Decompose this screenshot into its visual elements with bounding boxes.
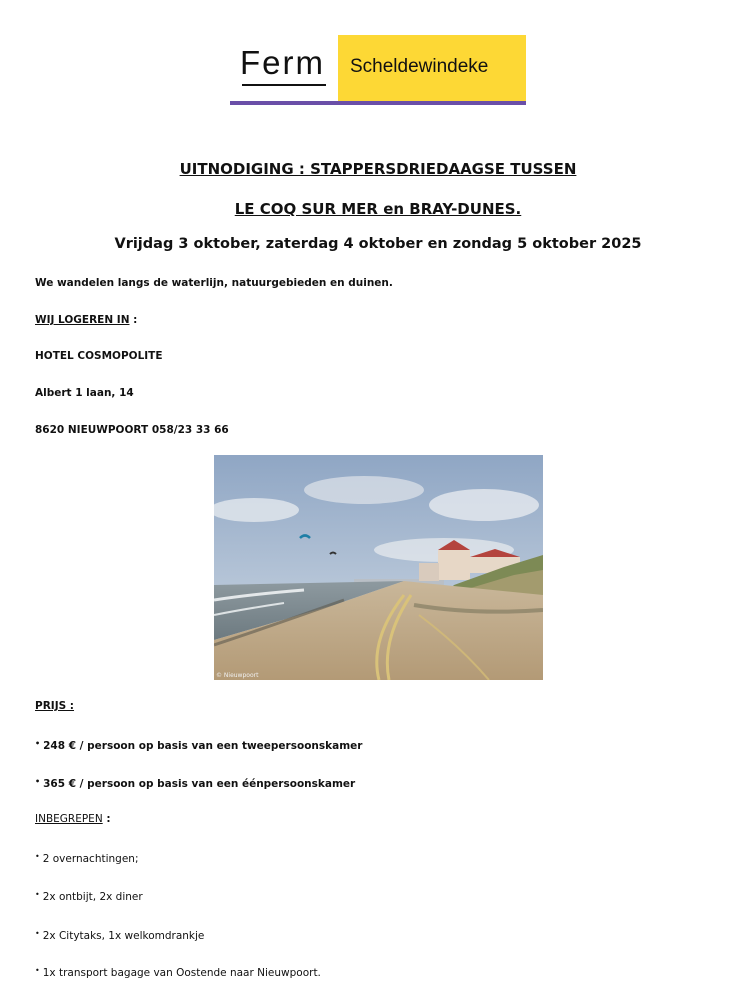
included-item-3-text: 2x Citytaks, 1x welkomdrankje	[42, 930, 205, 942]
bullet-icon: •	[35, 966, 40, 975]
included-item-2	[35, 890, 143, 903]
included-item-4-text: 1x transport bagage van Oostende naar Nieuwpoort.	[42, 967, 321, 979]
beach-photo	[214, 455, 543, 680]
hotel-heading-label: WIJ LOGEREN IN	[35, 314, 130, 326]
hotel-city-phone: 8620 NIEUWPOORT 058/23 33 66	[35, 424, 229, 436]
bullet-icon: •	[35, 739, 41, 748]
bullet-icon: •	[35, 890, 40, 899]
price-item-1-text: 248 € / persoon op basis van een tweepersoonskamer	[43, 740, 363, 752]
hotel-name: HOTEL COSMOPOLITE	[35, 350, 163, 362]
title-line-2: LE COQ SUR MER en BRAY-DUNES.	[234, 200, 522, 218]
price-item-2	[35, 777, 355, 790]
beach-photo-svg	[214, 455, 543, 680]
dates-line: Vrijdag 3 oktober, zaterdag 4 oktober en zondag 5 oktober 2025	[114, 236, 642, 252]
logo-purple-bar	[230, 101, 526, 105]
intro-text: We wandelen langs de waterlijn, natuurgebieden en duinen.	[35, 277, 393, 289]
hotel-street: Albert 1 laan, 14	[35, 387, 134, 399]
price-item-2-text: 365 € / persoon op basis van een éénpersoonskamer	[43, 778, 356, 790]
logo-location-text: Scheldewindeke	[350, 56, 489, 77]
bullet-icon: •	[35, 777, 41, 786]
included-item-4	[35, 966, 321, 979]
bullet-icon: •	[35, 929, 40, 938]
bullet-icon: •	[35, 852, 40, 861]
hotel-heading	[35, 314, 137, 326]
logo-yellow-box	[338, 35, 526, 101]
title-line-1: UITNODIGING : STAPPERSDRIEDAAGSE TUSSEN	[179, 160, 577, 178]
ferm-logo	[230, 34, 526, 106]
included-item-3	[35, 929, 204, 942]
included-item-1-text: 2 overnachtingen;	[42, 853, 139, 865]
price-heading: PRIJS :	[35, 700, 75, 712]
included-heading	[35, 813, 111, 825]
hotel-heading-colon: :	[129, 314, 138, 326]
included-heading-label: INBEGREPEN	[35, 813, 103, 825]
logo-ferm-text: Ferm	[240, 44, 325, 81]
included-item-2-text: 2x ontbijt, 2x diner	[42, 891, 143, 903]
price-item-1	[35, 739, 362, 752]
photo-credit: © Nieuwpoort	[216, 672, 259, 679]
included-item-1	[35, 852, 139, 865]
logo-underline	[242, 84, 326, 86]
included-heading-colon: :	[102, 813, 111, 825]
